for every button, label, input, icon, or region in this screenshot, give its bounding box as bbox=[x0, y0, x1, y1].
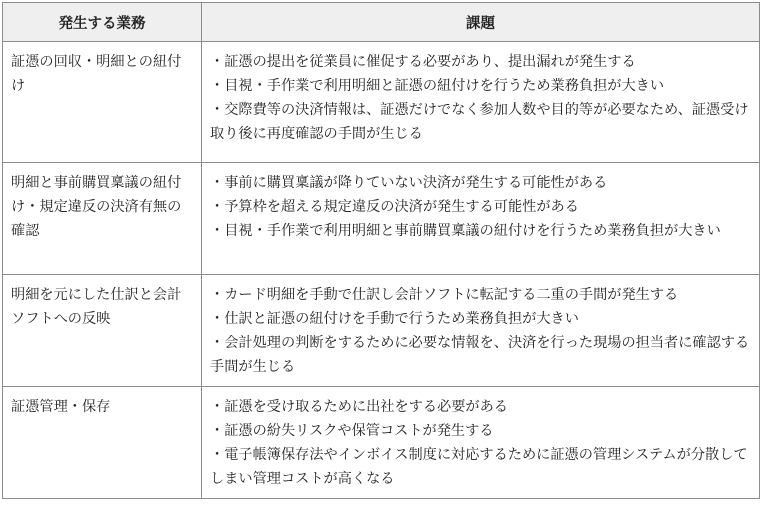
issue-item: ・予算枠を超える規定違反の決済が発生する可能性がある bbox=[210, 199, 579, 215]
issue-item: ・事前に購買稟議が降りていない決済が発生する可能性がある bbox=[210, 175, 608, 191]
issue-item: ・証憑を受け取るために出社をする必要がある bbox=[210, 399, 508, 415]
task-cell: 証憑管理・保存 bbox=[3, 387, 202, 499]
table-row bbox=[3, 275, 760, 387]
issue-item: ・電子帳簿保存法やインボイス制度に対応するために証憑の管理システムが分散してしまい管理コストが高くなる bbox=[210, 447, 748, 487]
task-cell: 明細を元にした仕訳と会計ソフトへの反映 bbox=[3, 275, 202, 387]
issues-cell bbox=[202, 275, 760, 387]
issue-item: ・目視・手作業で利用明細と事前購買稟議の紐付けを行うため業務負担が大きい bbox=[210, 223, 721, 239]
business-issues-table bbox=[2, 2, 760, 499]
issues-cell bbox=[202, 42, 760, 163]
issue-item: ・目視・手作業で利用明細と証憑の紐付けを行うため業務負担が大きい bbox=[210, 78, 665, 94]
task-cell: 明細と事前購買稟議の紐付け・規定違反の決済有無の確認 bbox=[3, 163, 202, 275]
issue-item: ・証憑の提出を従業員に催促する必要があり、提出漏れが発生する bbox=[210, 54, 636, 70]
table-row bbox=[3, 163, 760, 275]
table-row bbox=[3, 387, 760, 499]
table-header-row bbox=[3, 3, 760, 42]
issue-item: ・交際費等の決済情報は、証憑だけでなく参加人数や目的等が必要なため、証憑受け取り後に再度確認の手間が生じる bbox=[210, 102, 749, 142]
issue-item: ・会計処理の判断をするために必要な情報を、決済を行った現場の担当者に確認する手間が生じる bbox=[210, 335, 750, 375]
header-issues: 課題 bbox=[202, 3, 760, 42]
table-row bbox=[3, 42, 760, 163]
header-task: 発生する業務 bbox=[3, 3, 202, 42]
issue-item: ・証憑の紛失リスクや保管コストが発生する bbox=[210, 423, 494, 439]
issues-cell bbox=[202, 387, 760, 499]
issue-item: ・カード明細を手動で仕訳し会計ソフトに転記する二重の手間が発生する bbox=[210, 287, 679, 303]
issue-item: ・仕訳と証憑の紐付けを手動で行うため業務負担が大きい bbox=[210, 311, 579, 327]
task-cell: 証憑の回収・明細との紐付け bbox=[3, 42, 202, 163]
issues-cell bbox=[202, 163, 760, 275]
